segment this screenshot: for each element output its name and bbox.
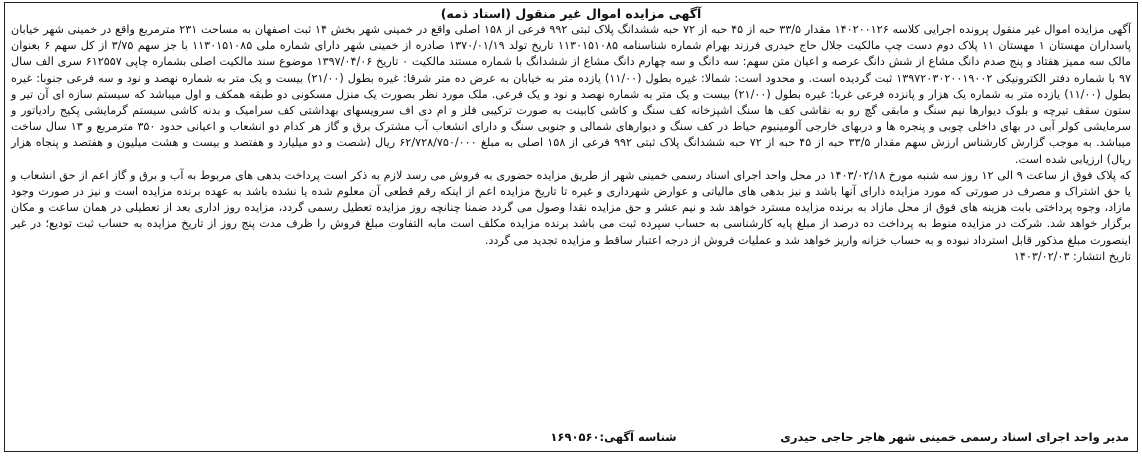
- notice-footer: [13, 429, 1129, 445]
- notice-title: آگهی مزایده اموال غیر منقول (اسناد ذمه): [440, 6, 702, 21]
- publication-date: تاریخ انتشار: ۱۴۰۳/۰۲/۰۳: [1013, 249, 1131, 263]
- ad-number-value: ۱۶۹۰۵۶۰: [550, 430, 600, 444]
- ad-number-label: شناسه آگهی:: [599, 430, 677, 444]
- paragraph-auction-terms: که پلاک فوق از ساعت ۹ الی ۱۲ روز سه شنبه مورخ ۱۴۰۳/۰۲/۱۸ در محل واحد اجرای اسناد رسمی خمینی شهر از طریق مزایده حضوری به فروش می رسد لازم به ذکر است پرداخت بدهی های مربوط به آب و برق و گاز اعم از حق انشعاب و یا حق اشتراک و مصرف در صورتی که مورد مزایده دارای آنها باشد و نیز بدهی های مالیاتی و عوارض شهرداری و غیره تا تاریخ مزایده اعم از اینکه رقم قطعی آن معلوم شده یا نشده باشد به عهده برنده مزایده است و نیز در صورت وجود مازاد، وجوه پرداختی بابت هزینه های فوق از محل مازاد به برنده مزایده مسترد خواهد شد و نیم عشر و حق مزایده نقدا وصول می گردد ضمنا چنانچه روز مزایده تعطیل رسمی گردد، مزایده روز اداری بعد از تعطیلی در همان ساعت و مکان برگزار خواهد شد. شرکت در مزایده منوط به پرداخت ده درصد از مبلغ پایه کارشناسی به حساب سپرده ثبت می باشد برنده مزایده مکلف است مابه التفاوت مبلغ فروش را ظرف مدت پنج روز از تاریخ مزایده به حساب ثبت تودیع؛ در غیر اینصورت مبلغ مذکور قابل استرداد نبوده و به حساب خزانه واریز خواهد شد و عملیات فروش از درجه اعتبار ساقط و مزایده تجدید می گردد.: [11, 168, 1131, 247]
- auction-notice: [4, 2, 1138, 452]
- ad-number: [550, 430, 676, 444]
- paragraph-property-details: آگهی مزایده اموال غیر منقول پرونده اجرایی کلاسه ۱۴۰۲۰۰۱۲۶ مقدار ۳۳/۵ حبه از ۴۵ حبه از ۷۲ حبه ششدانگ پلاک ثبتی ۹۹۲ فرعی از ۱۵۸ اصلی واقع در خمینی شهر بخش ۱۴ ثبت اصفهان به مساحت ۲۳۱ مترمربع واقع در خمینی شهر خیابان پاسداران مهستان ۱ مهستان ۱۱ پلاک دوم دست چپ مالکیت جلال حاج حیدری فرزند بهرام شماره شناسنامه ۱۱۳۰۱۵۱۰۸۵ تاریخ تولد ۱۳۷۰/۰۱/۱۹ صادره از خمینی شهر دارای شماره ملی ۱۱۳۰۱۵۱۰۸۵ با جز سهم ۳/۷۵ از کل سهم ۶ بعنوان مالک سه ممیز هفتاد و پنج صدم دانگ مشاع از شش دانگ عرصه و اعیان متن سهم: سه دانگ و سه چهارم دانگ مشاع از ششدانگ با شماره مستند مالکیت ۰ تاریخ ۱۳۹۷/۰۴/۰۶ موضوع سند مالکیت اصلی بشماره چاپی ۶۱۲۵۵۷ سری الف سال ۹۷ با شماره دفتر الکترونیکی ۱۳۹۷۲۰۳۰۲۰۰۱۹۰۰۲ ثبت گردیده است. و محدود است: شمالا: غیره بطول (۱۱/۰۰) یازده متر به خیابان به عرض ده متر شرقا: غیره بطول (۲۱/۰۰) بیست و یک متر به شماره نهصد و نود و سه فرعی جنوبا: غیره بطول (۱۱/۰۰) یازده متر به شماره یک هزار و پانزده فرعی غربا: غیره بطول (۲۱/۰۰) بیست و یک متر به شماره نهصد و نود و یک فرعی. ملک مورد نظر بصورت یک منزل مسکونی دو طبقه همکف و اول میباشد که سیستم سازه ای آن تیر و ستون سقف تیرچه و بلوک دیوارها نیم سنگ و مابقی گچ رو به نقاشی کف ها سنگ اشپزخانه کف سنگ و کاشی کابینت به صورت ترکیبی فلز و ام دی اف سرویسهای بهداشتی کف سرامیک و بدنه کاشی سیستم گرمایشی پکیج رادیاتور و سرمایشی کولر آبی در بهای داخلی چوبی و پنجره ها و دربهای خارجی آلومینیوم حیاط در کف سنگ و دیوارهای شمالی و جنوبی سنگ و دارای انشعاب آب مشترک برق و گاز هر کدام دو انشعاب و اعیانی حدود ۳۵۰ مترمربع و ۱۳ سال ساخت میباشد. به موجب گزارش کارشناس ارزش سهم مقدار ۳۳/۵ حبه از ۴۵ حبه از ۷۲ حبه ششدانگ پلاک ثبتی ۹۹۲ فرعی از ۱۵۸ اصلی به مبلغ ۶۲/۷۲۸/۷۵۰/۰۰۰ ریال (شصت و دو میلیارد و هفتصد و بیست و هشت میلیون و هفتصد و پنجاه هزار ریال) ارزیابی شده است.: [11, 23, 1132, 166]
- notice-body: [11, 22, 1131, 265]
- signer-name: مدیر واحد اجرای اسناد رسمی خمینی شهر هاجر حاجی حیدری: [780, 430, 1129, 444]
